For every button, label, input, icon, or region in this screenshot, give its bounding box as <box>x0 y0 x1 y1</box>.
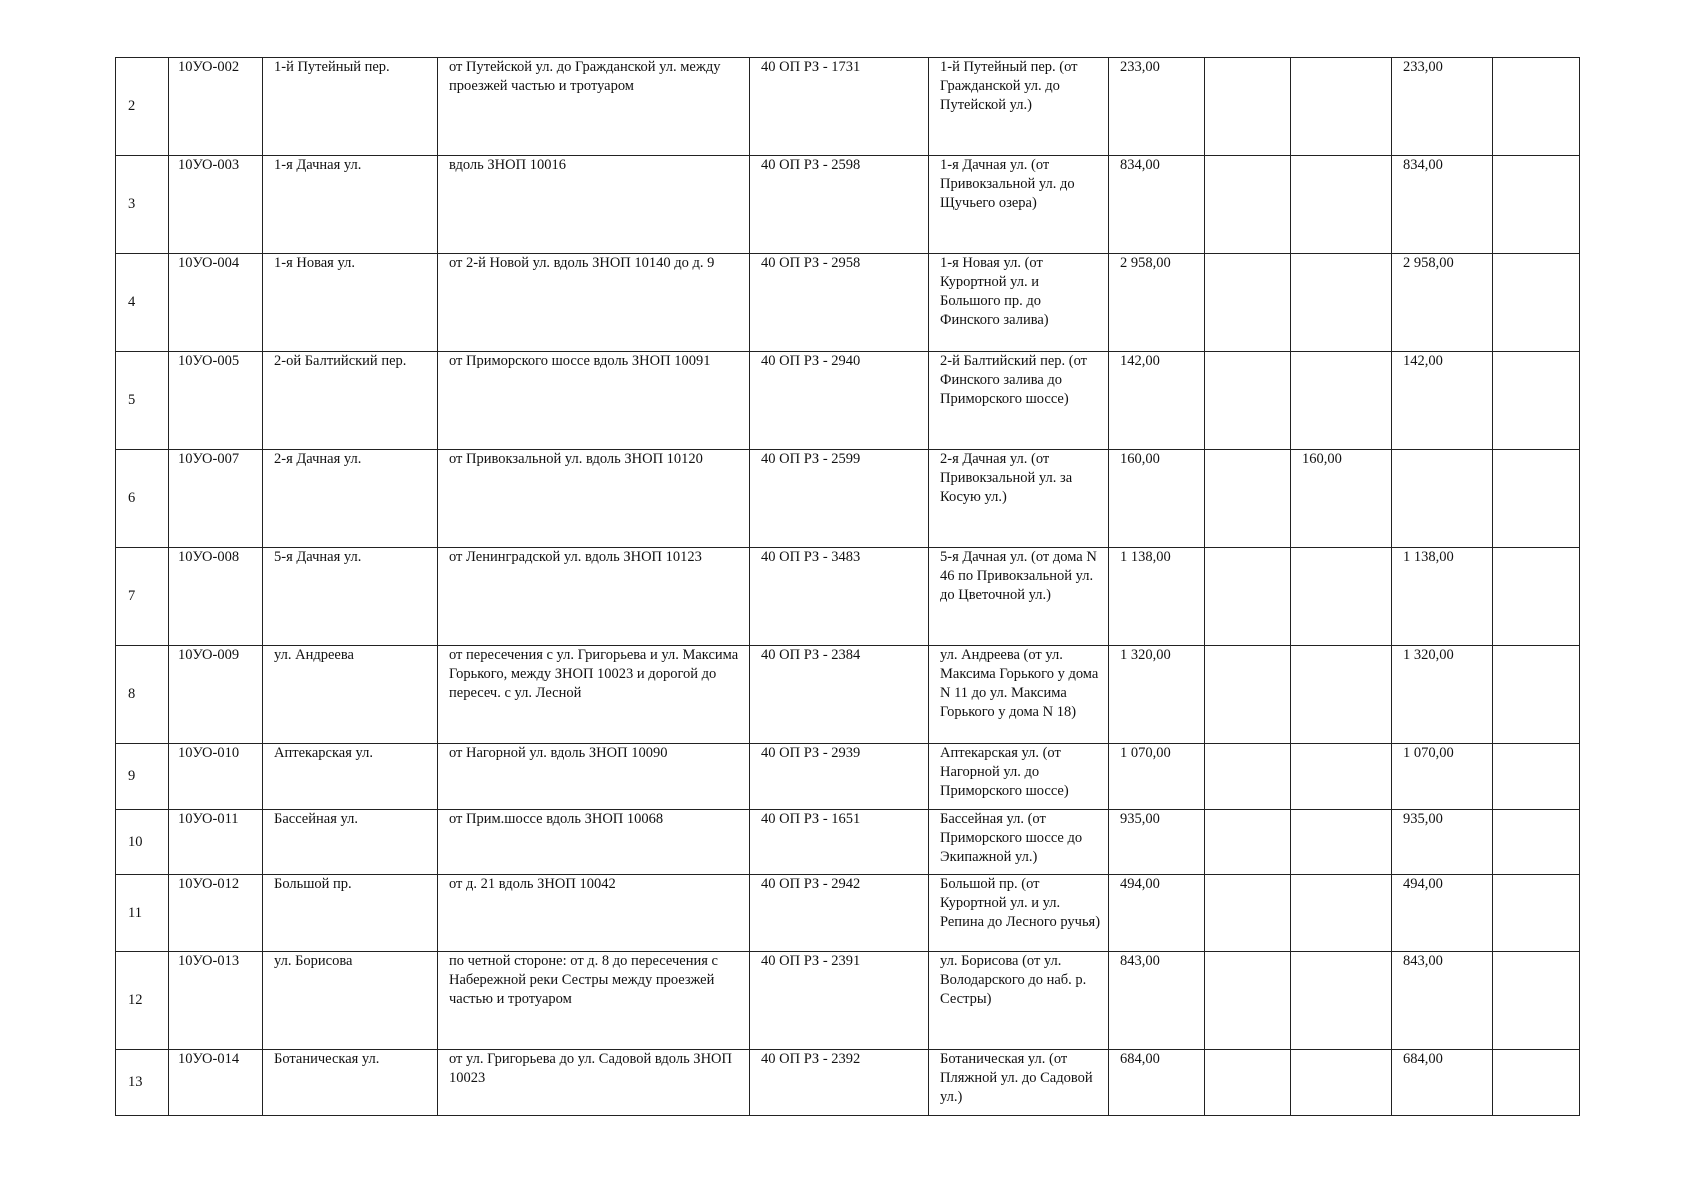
total-value: 233,00 <box>1109 58 1205 156</box>
value-col-9 <box>1291 810 1392 875</box>
value-col-8 <box>1205 352 1291 450</box>
value-col-9 <box>1291 58 1392 156</box>
value-col-10: 233,00 <box>1392 58 1493 156</box>
street-name: 1-й Путейный пер. <box>263 58 438 156</box>
value-col-11 <box>1493 58 1580 156</box>
table-row <box>116 952 1580 1050</box>
road-id: 40 ОП РЗ - 2384 <box>750 646 929 744</box>
value-col-8 <box>1205 744 1291 810</box>
road-registry-table <box>115 57 1580 1116</box>
table-row <box>116 352 1580 450</box>
table-row <box>116 810 1580 875</box>
road-id: 40 ОП РЗ - 3483 <box>750 548 929 646</box>
value-col-8 <box>1205 450 1291 548</box>
row-number: 5 <box>116 352 169 450</box>
row-number: 4 <box>116 254 169 352</box>
table-row <box>116 744 1580 810</box>
location-description: по четной стороне: от д. 8 до пересечения с Набережной реки Сестры между проезжей частью и тротуаром <box>438 952 750 1050</box>
row-number: 7 <box>116 548 169 646</box>
object-code: 10УО-011 <box>169 810 263 875</box>
road-id: 40 ОП РЗ - 2598 <box>750 156 929 254</box>
street-name: Большой пр. <box>263 875 438 952</box>
road-description: ул. Андреева (от ул. Максима Горького у дома N 11 до ул. Максима Горького у дома N 18) <box>929 646 1109 744</box>
location-description: от 2-й Новой ул. вдоль ЗНОП 10140 до д. 9 <box>438 254 750 352</box>
road-id: 40 ОП РЗ - 2392 <box>750 1050 929 1116</box>
value-col-8 <box>1205 810 1291 875</box>
location-description: от д. 21 вдоль ЗНОП 10042 <box>438 875 750 952</box>
road-id: 40 ОП РЗ - 2942 <box>750 875 929 952</box>
road-id: 40 ОП РЗ - 2391 <box>750 952 929 1050</box>
street-name: 1-я Дачная ул. <box>263 156 438 254</box>
row-number: 8 <box>116 646 169 744</box>
value-col-11 <box>1493 875 1580 952</box>
street-name: 2-я Дачная ул. <box>263 450 438 548</box>
street-name: Ботаническая ул. <box>263 1050 438 1116</box>
row-number: 3 <box>116 156 169 254</box>
table-body <box>116 58 1580 1116</box>
row-number: 13 <box>116 1050 169 1116</box>
object-code: 10УО-014 <box>169 1050 263 1116</box>
value-col-10: 2 958,00 <box>1392 254 1493 352</box>
street-name: 1-я Новая ул. <box>263 254 438 352</box>
value-col-10: 494,00 <box>1392 875 1493 952</box>
value-col-10: 935,00 <box>1392 810 1493 875</box>
value-col-11 <box>1493 744 1580 810</box>
row-number: 11 <box>116 875 169 952</box>
value-col-11 <box>1493 450 1580 548</box>
table-row <box>116 646 1580 744</box>
value-col-9 <box>1291 352 1392 450</box>
object-code: 10УО-007 <box>169 450 263 548</box>
total-value: 1 320,00 <box>1109 646 1205 744</box>
table-row <box>116 1050 1580 1116</box>
road-id: 40 ОП РЗ - 2958 <box>750 254 929 352</box>
location-description: от ул. Григорьева до ул. Садовой вдоль ЗНОП 10023 <box>438 1050 750 1116</box>
table-row <box>116 254 1580 352</box>
table-row <box>116 156 1580 254</box>
value-col-8 <box>1205 646 1291 744</box>
location-description: от Нагорной ул. вдоль ЗНОП 10090 <box>438 744 750 810</box>
total-value: 494,00 <box>1109 875 1205 952</box>
value-col-11 <box>1493 254 1580 352</box>
value-col-9: 160,00 <box>1291 450 1392 548</box>
street-name: 2-ой Балтийский пер. <box>263 352 438 450</box>
location-description: вдоль ЗНОП 10016 <box>438 156 750 254</box>
row-number: 6 <box>116 450 169 548</box>
value-col-8 <box>1205 58 1291 156</box>
road-id: 40 ОП РЗ - 1731 <box>750 58 929 156</box>
object-code: 10УО-012 <box>169 875 263 952</box>
road-id: 40 ОП РЗ - 2940 <box>750 352 929 450</box>
road-description: 5-я Дачная ул. (от дома N 46 по Привокзальной ул. до Цветочной ул.) <box>929 548 1109 646</box>
value-col-9 <box>1291 156 1392 254</box>
object-code: 10УО-003 <box>169 156 263 254</box>
street-name: 5-я Дачная ул. <box>263 548 438 646</box>
location-description: от Прим.шоссе вдоль ЗНОП 10068 <box>438 810 750 875</box>
location-description: от Приморского шоссе вдоль ЗНОП 10091 <box>438 352 750 450</box>
value-col-10 <box>1392 450 1493 548</box>
road-description: 1-я Новая ул. (от Курортной ул. и Большого пр. до Финского залива) <box>929 254 1109 352</box>
location-description: от пересечения с ул. Григорьева и ул. Максима Горького, между ЗНОП 10023 и дорогой до пересеч. с ул. Лесной <box>438 646 750 744</box>
value-col-10: 684,00 <box>1392 1050 1493 1116</box>
value-col-9 <box>1291 1050 1392 1116</box>
value-col-9 <box>1291 744 1392 810</box>
total-value: 843,00 <box>1109 952 1205 1050</box>
total-value: 142,00 <box>1109 352 1205 450</box>
row-number: 2 <box>116 58 169 156</box>
street-name: ул. Борисова <box>263 952 438 1050</box>
value-col-10: 843,00 <box>1392 952 1493 1050</box>
object-code: 10УО-005 <box>169 352 263 450</box>
value-col-10: 834,00 <box>1392 156 1493 254</box>
value-col-11 <box>1493 156 1580 254</box>
total-value: 1 138,00 <box>1109 548 1205 646</box>
road-id: 40 ОП РЗ - 2599 <box>750 450 929 548</box>
location-description: от Путейской ул. до Гражданской ул. между проезжей частью и тротуаром <box>438 58 750 156</box>
total-value: 684,00 <box>1109 1050 1205 1116</box>
total-value: 160,00 <box>1109 450 1205 548</box>
value-col-8 <box>1205 875 1291 952</box>
value-col-8 <box>1205 1050 1291 1116</box>
value-col-11 <box>1493 548 1580 646</box>
total-value: 935,00 <box>1109 810 1205 875</box>
object-code: 10УО-010 <box>169 744 263 810</box>
value-col-8 <box>1205 254 1291 352</box>
value-col-8 <box>1205 952 1291 1050</box>
value-col-9 <box>1291 646 1392 744</box>
table-row <box>116 450 1580 548</box>
object-code: 10УО-004 <box>169 254 263 352</box>
value-col-11 <box>1493 646 1580 744</box>
road-description: ул. Борисова (от ул. Володарского до наб. р. Сестры) <box>929 952 1109 1050</box>
value-col-9 <box>1291 952 1392 1050</box>
value-col-11 <box>1493 352 1580 450</box>
value-col-9 <box>1291 254 1392 352</box>
road-description: 2-й Балтийский пер. (от Финского залива до Приморского шоссе) <box>929 352 1109 450</box>
value-col-9 <box>1291 875 1392 952</box>
street-name: Аптекарская ул. <box>263 744 438 810</box>
road-description: Большой пр. (от Курортной ул. и ул. Репина до Лесного ручья) <box>929 875 1109 952</box>
row-number: 9 <box>116 744 169 810</box>
street-name: Бассейная ул. <box>263 810 438 875</box>
value-col-11 <box>1493 952 1580 1050</box>
object-code: 10УО-008 <box>169 548 263 646</box>
road-id: 40 ОП РЗ - 1651 <box>750 810 929 875</box>
total-value: 1 070,00 <box>1109 744 1205 810</box>
value-col-10: 142,00 <box>1392 352 1493 450</box>
road-description: 2-я Дачная ул. (от Привокзальной ул. за Косую ул.) <box>929 450 1109 548</box>
row-number: 10 <box>116 810 169 875</box>
street-name: ул. Андреева <box>263 646 438 744</box>
value-col-11 <box>1493 1050 1580 1116</box>
road-description: 1-й Путейный пер. (от Гражданской ул. до Путейской ул.) <box>929 58 1109 156</box>
total-value: 834,00 <box>1109 156 1205 254</box>
value-col-9 <box>1291 548 1392 646</box>
value-col-8 <box>1205 156 1291 254</box>
table-row <box>116 548 1580 646</box>
table-row <box>116 875 1580 952</box>
value-col-10: 1 320,00 <box>1392 646 1493 744</box>
road-description: Ботаническая ул. (от Пляжной ул. до Садовой ул.) <box>929 1050 1109 1116</box>
location-description: от Ленинградской ул. вдоль ЗНОП 10123 <box>438 548 750 646</box>
value-col-8 <box>1205 548 1291 646</box>
row-number: 12 <box>116 952 169 1050</box>
value-col-10: 1 138,00 <box>1392 548 1493 646</box>
value-col-11 <box>1493 810 1580 875</box>
location-description: от Привокзальной ул. вдоль ЗНОП 10120 <box>438 450 750 548</box>
object-code: 10УО-002 <box>169 58 263 156</box>
road-id: 40 ОП РЗ - 2939 <box>750 744 929 810</box>
road-description: Бассейная ул. (от Приморского шоссе до Экипажной ул.) <box>929 810 1109 875</box>
table-row <box>116 58 1580 156</box>
object-code: 10УО-009 <box>169 646 263 744</box>
road-description: 1-я Дачная ул. (от Привокзальной ул. до Щучьего озера) <box>929 156 1109 254</box>
value-col-10: 1 070,00 <box>1392 744 1493 810</box>
road-description: Аптекарская ул. (от Нагорной ул. до Приморского шоссе) <box>929 744 1109 810</box>
object-code: 10УО-013 <box>169 952 263 1050</box>
total-value: 2 958,00 <box>1109 254 1205 352</box>
